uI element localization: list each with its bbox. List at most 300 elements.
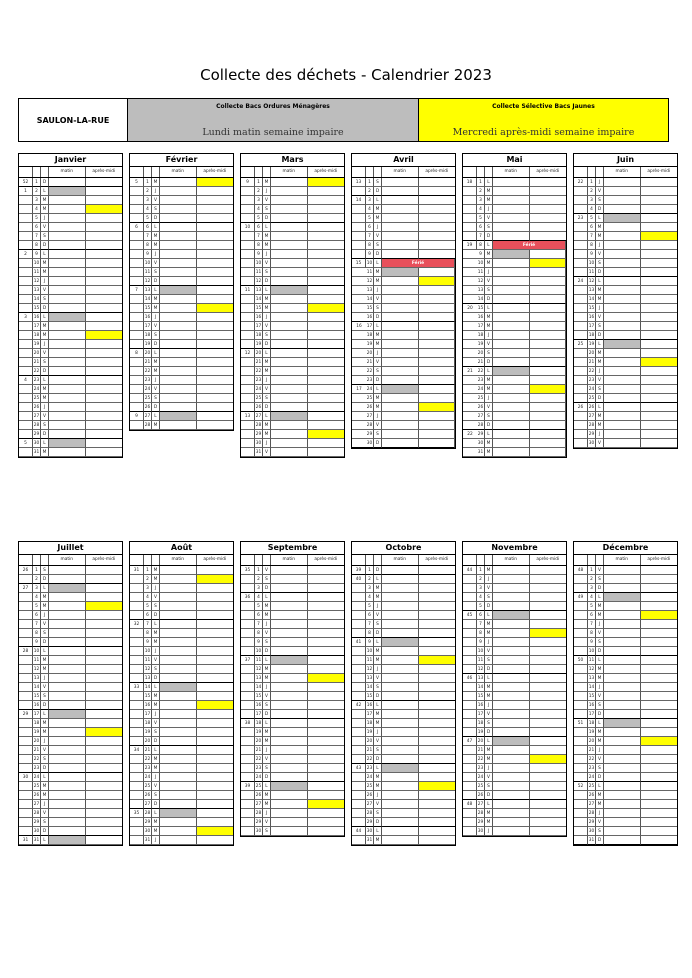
slot-matin (493, 268, 530, 277)
slot-matin (271, 394, 308, 403)
slot-apres-midi (419, 376, 456, 385)
slot-apres-midi (308, 250, 345, 259)
slot-apres-midi (308, 827, 345, 836)
day-number: 6 (588, 223, 596, 232)
day-number: 26 (255, 793, 262, 798)
day-letter: D (41, 241, 49, 250)
day-letter: V (152, 259, 160, 268)
week-number (241, 241, 255, 250)
day-letter: S (485, 286, 493, 295)
slot-apres-midi (419, 620, 456, 629)
day-number: 11 (144, 270, 151, 275)
slot-matin (160, 593, 197, 602)
slot-matin (271, 187, 308, 196)
week-number (463, 782, 477, 791)
slot-apres-midi (641, 277, 678, 286)
slot-matin (49, 358, 86, 367)
day-letter: M (485, 313, 493, 322)
slot-apres-midi (641, 566, 678, 575)
day-number: 14 (33, 685, 40, 690)
day-letter: L (263, 349, 271, 358)
slot-apres-midi (308, 241, 345, 250)
col-apres-midi: après-midi (425, 557, 449, 562)
day-letter: V (41, 746, 49, 755)
day-number: 19 (588, 730, 595, 735)
slot-matin (160, 313, 197, 322)
day-number: 15 (144, 694, 151, 699)
week-number (463, 322, 477, 331)
slot-apres-midi (308, 232, 345, 241)
week-number (463, 250, 477, 259)
day-letter: D (374, 187, 382, 196)
slot-apres-midi (419, 809, 456, 818)
slot-apres-midi (197, 322, 234, 331)
slot-matin (493, 782, 530, 791)
week-number (463, 187, 477, 196)
day-letter: S (485, 349, 493, 358)
slot-apres-midi (530, 827, 567, 836)
jaune-legend-schedule: Mercredi après-midi semaine impaire (452, 127, 635, 138)
slot-apres-midi (419, 665, 456, 674)
day-letter: S (152, 394, 160, 403)
day-letter: J (41, 340, 49, 349)
week-number (463, 710, 477, 719)
slot-apres-midi (308, 629, 345, 638)
slot-apres-midi (419, 818, 456, 827)
slot-matin (604, 818, 641, 827)
day-letter: V (152, 196, 160, 205)
week-number (19, 421, 33, 430)
slot-apres-midi (86, 367, 123, 376)
slot-matin (604, 430, 641, 439)
day-letter: M (596, 421, 604, 430)
day-letter: L (596, 214, 604, 223)
week-number (463, 692, 477, 701)
week-number (130, 575, 144, 584)
slot-apres-midi (530, 575, 567, 584)
week-number (574, 728, 588, 737)
week-number: 52 (19, 178, 33, 187)
week-number (130, 313, 144, 322)
day-letter: J (485, 331, 493, 340)
slot-matin (160, 394, 197, 403)
slot-apres-midi (308, 268, 345, 277)
slot-matin (49, 421, 86, 430)
slot-apres-midi (308, 602, 345, 611)
col-apres-midi: après-midi (203, 169, 227, 174)
day-letter: S (485, 412, 493, 421)
slot-apres-midi (641, 710, 678, 719)
slot-matin (493, 322, 530, 331)
week-number (19, 656, 33, 665)
slot-apres-midi (86, 728, 123, 737)
slot-matin (382, 629, 419, 638)
slot-matin (271, 376, 308, 385)
week-number (463, 286, 477, 295)
day-letter: D (152, 403, 160, 412)
week-number (352, 214, 366, 223)
week-number (241, 331, 255, 340)
day-number: 23 (255, 766, 262, 771)
slot-matin (604, 412, 641, 421)
day-number: 25 (33, 784, 40, 789)
col-blank (263, 167, 271, 177)
slot-apres-midi (419, 575, 456, 584)
week-number: 22 (463, 430, 477, 439)
week-number: 24 (574, 277, 588, 286)
week-number: 30 (19, 773, 33, 782)
slot-apres-midi (530, 430, 567, 439)
day-letter: L (374, 701, 382, 710)
slot-matin (493, 629, 530, 638)
day-number: 2 (255, 575, 263, 584)
slot-apres-midi (419, 421, 456, 430)
day-letter: V (485, 214, 493, 223)
week-number (130, 782, 144, 791)
slot-apres-midi (308, 674, 345, 683)
day-number: 22 (477, 757, 484, 762)
day-letter: J (152, 584, 160, 593)
slot-matin (49, 575, 86, 584)
day-number: 8 (144, 629, 152, 638)
day-number: 25 (144, 784, 151, 789)
day-letter: J (374, 349, 382, 358)
week-number: 34 (130, 746, 144, 755)
slot-matin (382, 340, 419, 349)
day-letter: J (596, 304, 604, 313)
week-number (19, 295, 33, 304)
week-number (130, 367, 144, 376)
week-number (574, 800, 588, 809)
day-number: 8 (33, 241, 41, 250)
slot-matin (604, 782, 641, 791)
col-blank (33, 167, 41, 177)
day-number: 2 (366, 575, 374, 584)
slot-matin (49, 611, 86, 620)
slot-matin (271, 638, 308, 647)
day-letter: S (41, 566, 49, 575)
slot-matin (271, 340, 308, 349)
week-number: 39 (352, 566, 366, 575)
day-number: 14 (588, 685, 595, 690)
week-number (19, 205, 33, 214)
slot-matin (604, 313, 641, 322)
day-letter: J (263, 376, 271, 385)
week-number: 39 (241, 782, 255, 791)
day-letter: M (374, 331, 382, 340)
slot-matin (271, 575, 308, 584)
day-letter: J (263, 746, 271, 755)
slot-matin (49, 178, 86, 187)
slot-matin (604, 809, 641, 818)
day-letter: L (485, 674, 493, 683)
day-letter: L (41, 313, 49, 322)
week-number (130, 295, 144, 304)
week-number (19, 358, 33, 367)
slot-matin (493, 710, 530, 719)
slot-matin (604, 349, 641, 358)
week-number (241, 647, 255, 656)
col-blank (41, 167, 49, 177)
col-blank (588, 555, 596, 565)
slot-apres-midi (86, 205, 123, 214)
month-6 (573, 153, 678, 449)
week-number: 47 (463, 737, 477, 746)
week-number (574, 611, 588, 620)
slot-matin (160, 566, 197, 575)
slot-apres-midi (86, 214, 123, 223)
slot-apres-midi (308, 800, 345, 809)
slot-apres-midi (86, 349, 123, 358)
slot-apres-midi (308, 746, 345, 755)
day-letter: D (263, 584, 271, 593)
column-headers (19, 555, 122, 566)
slot-matin (49, 241, 86, 250)
week-number (463, 773, 477, 782)
slot-matin (604, 566, 641, 575)
day-letter: J (152, 376, 160, 385)
slot-apres-midi (308, 304, 345, 313)
day-letter: D (485, 665, 493, 674)
day-letter: J (263, 620, 271, 629)
slot-apres-midi (197, 584, 234, 593)
day-letter: V (41, 223, 49, 232)
col-apres-midi: après-midi (314, 557, 338, 562)
col-blank (130, 167, 144, 177)
slot-apres-midi (530, 403, 567, 412)
slot-matin (604, 421, 641, 430)
day-letter: J (485, 205, 493, 214)
slot-matin (160, 403, 197, 412)
week-number (241, 584, 255, 593)
day-number: 20 (255, 739, 262, 744)
week-number (574, 259, 588, 268)
day-letter: L (485, 800, 493, 809)
day-number: 20 (144, 351, 151, 356)
slot-apres-midi (86, 331, 123, 340)
day-number: 17 (255, 324, 262, 329)
day-number: 17 (588, 712, 595, 717)
day-number: 8 (477, 629, 485, 638)
slot-matin (493, 737, 530, 746)
slot-apres-midi (308, 277, 345, 286)
week-number (241, 205, 255, 214)
week-number (574, 755, 588, 764)
slot-matin (493, 575, 530, 584)
day-number: 3 (588, 196, 596, 205)
slot-matin (160, 385, 197, 394)
day-letter: L (374, 385, 382, 394)
slot-matin (49, 385, 86, 394)
slot-apres-midi (530, 448, 567, 457)
day-letter: J (485, 827, 493, 836)
week-number (241, 575, 255, 584)
day-letter: D (485, 295, 493, 304)
day-letter: S (152, 331, 160, 340)
slot-apres-midi (419, 638, 456, 647)
slot-apres-midi (197, 593, 234, 602)
jaune-legend (419, 99, 668, 141)
day-letter: L (41, 376, 49, 385)
day-letter: L (152, 809, 160, 818)
slot-apres-midi (308, 620, 345, 629)
day-number: 18 (588, 721, 595, 726)
location-label: SAULON-LA-RUE (19, 99, 128, 141)
slot-matin (49, 746, 86, 755)
week-number: 10 (241, 223, 255, 232)
day-number: 19 (33, 342, 40, 347)
day-letter: L (263, 223, 271, 232)
week-number (130, 214, 144, 223)
week-number (463, 205, 477, 214)
slot-matin (382, 764, 419, 773)
week-number (130, 340, 144, 349)
slot-matin (382, 683, 419, 692)
week-number (19, 629, 33, 638)
slot-apres-midi (530, 692, 567, 701)
day-number: 12 (33, 667, 40, 672)
slot-apres-midi (641, 647, 678, 656)
slot-apres-midi (530, 728, 567, 737)
day-letter: D (152, 737, 160, 746)
day-letter: V (596, 755, 604, 764)
week-number (463, 593, 477, 602)
week-number (19, 818, 33, 827)
day-number: 3 (366, 196, 374, 205)
day-number: 20 (255, 351, 262, 356)
day-letter: L (485, 178, 493, 187)
week-number (241, 611, 255, 620)
day-number: 15 (366, 306, 373, 311)
slot-apres-midi (641, 728, 678, 737)
slot-matin (160, 665, 197, 674)
week-number (352, 412, 366, 421)
week-number (352, 205, 366, 214)
col-blank (574, 555, 588, 565)
slot-apres-midi (86, 683, 123, 692)
day-number: 10 (588, 649, 595, 654)
day-letter: M (41, 394, 49, 403)
slot-apres-midi (419, 611, 456, 620)
week-number (130, 737, 144, 746)
col-blank (366, 555, 374, 565)
slot-matin (382, 800, 419, 809)
week-number (241, 800, 255, 809)
day-number: 6 (255, 611, 263, 620)
slot-apres-midi (419, 322, 456, 331)
day-number: 1 (588, 178, 596, 187)
week-number: 6 (130, 223, 144, 232)
week-number (19, 214, 33, 223)
day-number: 30 (255, 441, 262, 446)
day-letter: S (596, 322, 604, 331)
week-number (352, 809, 366, 818)
week-number: 38 (241, 719, 255, 728)
slot-apres-midi (86, 674, 123, 683)
slot-apres-midi (641, 809, 678, 818)
slot-apres-midi (308, 566, 345, 575)
column-headers (130, 167, 233, 178)
week-number (352, 340, 366, 349)
day-letter: M (263, 665, 271, 674)
slot-apres-midi (419, 764, 456, 773)
day-letter: S (485, 719, 493, 728)
week-number (574, 385, 588, 394)
slot-matin (271, 331, 308, 340)
slot-matin (382, 313, 419, 322)
slot-matin (604, 710, 641, 719)
day-number: 1 (366, 566, 374, 575)
week-number (241, 259, 255, 268)
slot-apres-midi (197, 394, 234, 403)
week-number (463, 728, 477, 737)
slot-matin (493, 638, 530, 647)
slot-matin (382, 620, 419, 629)
slot-apres-midi (419, 178, 456, 187)
slot-matin (160, 746, 197, 755)
day-letter: M (596, 295, 604, 304)
day-letter: M (152, 367, 160, 376)
day-number: 12 (477, 667, 484, 672)
day-letter: M (374, 593, 382, 602)
day-number: 3 (144, 584, 152, 593)
slot-matin (271, 412, 308, 421)
day-number: 26 (144, 405, 151, 410)
week-number (352, 250, 366, 259)
week-number (241, 430, 255, 439)
day-number: 3 (255, 584, 263, 593)
week-number (241, 268, 255, 277)
day-number: 21 (33, 748, 40, 753)
slot-apres-midi (641, 313, 678, 322)
slot-apres-midi (86, 719, 123, 728)
day-letter: J (41, 674, 49, 683)
slot-apres-midi (197, 755, 234, 764)
slot-apres-midi (308, 638, 345, 647)
slot-matin (49, 782, 86, 791)
week-number (352, 746, 366, 755)
week-number (352, 710, 366, 719)
week-number (130, 611, 144, 620)
day-number: 26 (477, 793, 484, 798)
week-number (574, 439, 588, 448)
day-letter: M (41, 782, 49, 791)
week-number (19, 223, 33, 232)
slot-apres-midi (641, 791, 678, 800)
slot-apres-midi (641, 800, 678, 809)
day-number: 15 (144, 306, 151, 311)
slot-apres-midi (419, 304, 456, 313)
column-headers (241, 555, 344, 566)
week-number (352, 584, 366, 593)
week-number (241, 250, 255, 259)
slot-apres-midi (419, 710, 456, 719)
day-number: 6 (255, 223, 263, 232)
slot-matin (271, 313, 308, 322)
slot-matin (160, 241, 197, 250)
slot-apres-midi (86, 584, 123, 593)
day-letter: L (152, 223, 160, 232)
week-number (574, 809, 588, 818)
week-number (19, 394, 33, 403)
day-letter: S (41, 629, 49, 638)
slot-apres-midi (530, 268, 567, 277)
slot-apres-midi (419, 196, 456, 205)
slot-matin (604, 836, 641, 845)
week-number (463, 358, 477, 367)
slot-apres-midi (197, 331, 234, 340)
slot-matin (493, 259, 530, 268)
